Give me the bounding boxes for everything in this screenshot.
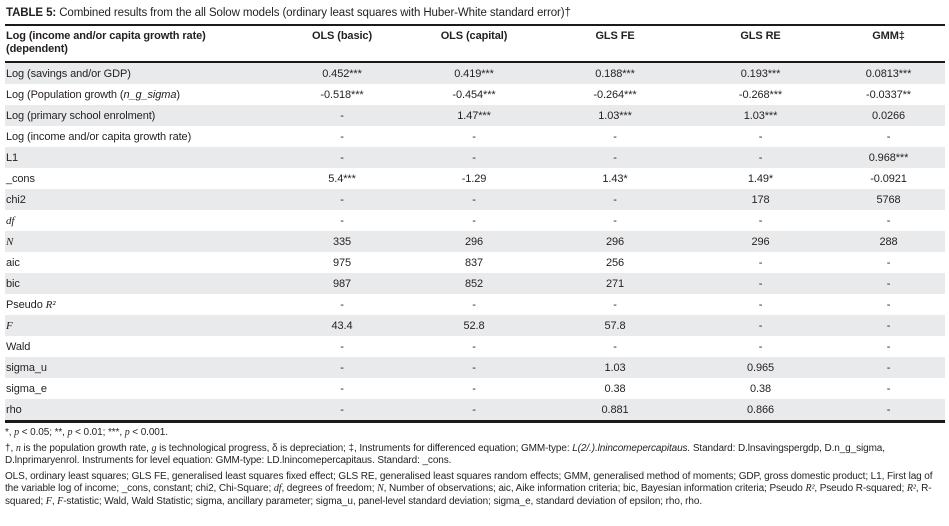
value-cell: - xyxy=(472,361,476,374)
table-row xyxy=(5,231,945,252)
row-label xyxy=(5,189,277,210)
text-segment: R² xyxy=(906,483,916,494)
table-row xyxy=(5,210,945,231)
text-segment: F xyxy=(6,319,13,332)
value-cell: - xyxy=(613,340,617,353)
value-cell: 296 xyxy=(464,235,484,248)
value-cell: - xyxy=(613,298,617,311)
text-segment: < 0.05; **, xyxy=(19,427,68,438)
value-cell: - xyxy=(472,151,476,164)
row-label xyxy=(5,273,277,294)
row-label xyxy=(5,336,277,357)
row-label xyxy=(5,168,277,189)
text-segment: , Number of observations; aic, Aike information criteria; bic, Bayesian information criteria; Pseudo xyxy=(383,483,806,494)
value-cell: 0.38 xyxy=(604,382,626,395)
row-label xyxy=(5,294,277,315)
value-cell: - xyxy=(758,151,763,164)
column-header-gls-re: GLS RE xyxy=(689,26,832,62)
column-header-dependent xyxy=(5,26,277,62)
text-segment: Wald xyxy=(6,340,31,353)
table-row xyxy=(5,189,945,210)
text-segment: -statistic; Wald, Wald Statistic; sigma, ancillary parameter; sigma_u, panel-level standard deviation; sigma_e, standard deviation of epsilon; rho, rho. xyxy=(63,495,703,507)
text-segment: Pseudo xyxy=(6,298,46,311)
column-header-gls-fe: GLS FE xyxy=(541,26,689,62)
value-cell: 0.866 xyxy=(746,403,775,416)
value-cell: - xyxy=(613,130,617,143)
dependent-label-line2: (dependent) xyxy=(6,43,68,55)
value-cell: 0.452*** xyxy=(322,67,362,80)
row-label xyxy=(5,62,277,84)
text-segment: , xyxy=(51,495,58,507)
header-row xyxy=(5,26,945,62)
table-row xyxy=(5,126,945,147)
table-row xyxy=(5,168,945,189)
value-cell: - xyxy=(613,214,617,227)
value-cell: 57.8 xyxy=(604,319,626,332)
value-cell: 0.881 xyxy=(601,403,629,416)
row-label xyxy=(5,147,277,168)
value-cell: 296 xyxy=(751,235,770,248)
value-cell: - xyxy=(472,193,476,206)
row-label xyxy=(5,105,277,126)
text-segment: p xyxy=(124,427,130,438)
value-cell: - xyxy=(340,151,344,164)
value-cell: 256 xyxy=(605,256,625,269)
value-cell: - xyxy=(758,298,763,311)
table-caption-text: Combined results from the all Solow models (ordinary least squares with Huber-White standard error)† xyxy=(56,7,571,19)
value-cell: - xyxy=(472,298,476,311)
row-label xyxy=(5,315,277,336)
value-cell: - xyxy=(472,214,476,227)
value-cell: - xyxy=(340,403,344,416)
text-segment: rho xyxy=(6,403,22,416)
text-segment: p xyxy=(67,427,73,438)
column-header-gmm: GMM‡ xyxy=(832,26,945,62)
footnote-significance xyxy=(5,427,945,440)
text-segment: is technological progress, δ is depreciation; ‡, Instruments for differenced equation; GMM-type: xyxy=(156,442,573,454)
value-cell: - xyxy=(472,403,476,416)
value-cell: 1.47*** xyxy=(457,109,491,122)
text-segment: ) xyxy=(176,88,180,101)
table-caption-label: TABLE 5: xyxy=(6,7,57,19)
value-cell: - xyxy=(340,340,344,353)
table-row xyxy=(5,336,945,357)
text-segment: Log (income and/or capita growth rate) xyxy=(6,130,192,143)
text-segment: sigma_e xyxy=(6,382,47,395)
text-segment: R² xyxy=(45,298,56,311)
text-segment: N xyxy=(377,483,384,494)
table-row xyxy=(5,147,945,168)
table-header xyxy=(5,26,945,62)
table-row xyxy=(5,294,945,315)
table-row xyxy=(5,399,945,422)
table-row xyxy=(5,378,945,399)
value-cell: -0.518*** xyxy=(320,88,364,101)
value-cell: - xyxy=(886,403,891,416)
text-segment: sigma_u xyxy=(6,361,47,374)
text-segment: < 0.01; ***, xyxy=(72,427,125,438)
footnote-dagger-instruments xyxy=(5,443,945,468)
row-label xyxy=(5,231,277,252)
row-label xyxy=(5,399,277,422)
value-cell: - xyxy=(472,382,476,395)
value-cell: - xyxy=(886,340,891,353)
value-cell: - xyxy=(340,298,344,311)
value-cell: - xyxy=(340,130,344,143)
value-cell: 52.8 xyxy=(463,319,485,332)
value-cell: 296 xyxy=(605,235,625,248)
text-segment: aic xyxy=(6,256,20,269)
value-cell: - xyxy=(758,130,763,143)
value-cell: 1.03 xyxy=(604,361,626,374)
value-cell: 178 xyxy=(751,193,770,206)
value-cell: - xyxy=(340,214,344,227)
text-segment: OLS, ordinary least squares; GLS FE, generalised least squares fixed effect; GLS RE, generalised least squares random effects; GMM, generalised method of moments; GDP, gross domestic product; L1, First lag of the variable log of income; _cons, constant; chi2, Chi-Square; xyxy=(5,470,933,494)
value-cell: -1.29 xyxy=(461,172,487,185)
text-segment: g xyxy=(151,442,157,454)
value-cell: 271 xyxy=(605,277,625,290)
value-cell: -0.0921 xyxy=(870,172,907,185)
value-cell: - xyxy=(758,319,763,332)
text-segment: df xyxy=(6,214,15,227)
value-cell: 5768 xyxy=(876,193,901,206)
value-cell: - xyxy=(886,214,891,227)
value-cell: 975 xyxy=(332,256,352,269)
text-segment: p xyxy=(14,427,20,438)
value-cell: 1.03*** xyxy=(743,109,778,122)
table-caption xyxy=(5,5,945,26)
value-cell: - xyxy=(613,193,617,206)
value-cell: 1.49* xyxy=(747,172,774,185)
value-cell: - xyxy=(886,277,891,290)
value-cell: - xyxy=(758,256,763,269)
value-cell: - xyxy=(340,193,344,206)
row-label xyxy=(5,126,277,147)
text-segment: df xyxy=(273,483,282,494)
value-cell: 335 xyxy=(332,235,352,248)
value-cell: - xyxy=(886,361,891,374)
table-row xyxy=(5,62,945,84)
text-segment: n_g_sigma xyxy=(123,88,177,101)
table-body xyxy=(5,62,945,422)
text-segment: Log (primary school enrolment) xyxy=(6,109,156,122)
text-segment: , Pseudo R-squared; xyxy=(814,483,907,494)
value-cell: 0.38 xyxy=(749,382,771,395)
value-cell: 0.968*** xyxy=(868,151,909,164)
table-row xyxy=(5,357,945,378)
text-segment: Standard: D.lnsavingspergdp, D.n_g_sigma, D.lnprimaryenrol. Instruments for level equation: GMM-type: LD.lnincomepercapitaus. Standard: _cons. xyxy=(5,442,885,466)
value-cell: -0.268*** xyxy=(738,88,783,101)
column-header-ols-capital: OLS (capital) xyxy=(407,26,541,62)
value-cell: 987 xyxy=(332,277,352,290)
value-cell: 43.4 xyxy=(331,319,353,332)
table-row xyxy=(5,105,945,126)
row-label xyxy=(5,357,277,378)
value-cell: 1.43* xyxy=(602,172,628,185)
text-segment: , degrees of freedom; xyxy=(281,483,378,494)
footnotes-block xyxy=(5,423,945,508)
text-segment: F xyxy=(45,495,52,507)
value-cell: - xyxy=(340,382,344,395)
text-segment: _cons xyxy=(6,172,35,185)
value-cell: 837 xyxy=(464,256,484,269)
row-label xyxy=(5,84,277,105)
row-label xyxy=(5,252,277,273)
row-label xyxy=(5,378,277,399)
value-cell: -0.454*** xyxy=(452,88,496,101)
value-cell: -0.264*** xyxy=(593,88,637,101)
text-segment: Log (savings and/or GDP) xyxy=(6,67,131,80)
value-cell: 0.0266 xyxy=(871,109,906,122)
value-cell: 852 xyxy=(464,277,484,290)
text-segment: F xyxy=(57,495,64,507)
table-row xyxy=(5,273,945,294)
value-cell: - xyxy=(472,340,476,353)
table-row xyxy=(5,315,945,336)
value-cell: 0.193*** xyxy=(740,67,781,80)
value-cell: 0.419*** xyxy=(454,67,494,80)
value-cell: 1.03*** xyxy=(598,109,632,122)
text-segment: , R-squared; xyxy=(5,483,932,507)
value-cell: - xyxy=(758,277,763,290)
text-segment: Log (Population growth ( xyxy=(6,88,124,101)
dependent-label-line1: Log (income and/or capita growth rate) xyxy=(6,30,206,42)
value-cell: - xyxy=(340,109,344,122)
text-segment: *, xyxy=(5,427,15,438)
footnote-abbreviations xyxy=(5,471,945,509)
text-segment: N xyxy=(6,235,14,248)
value-cell: -0.0337** xyxy=(866,88,911,101)
text-segment: †, xyxy=(5,442,16,454)
value-cell: - xyxy=(472,130,476,143)
column-header-ols-basic: OLS (basic) xyxy=(277,26,407,62)
value-cell: - xyxy=(886,319,891,332)
value-cell: 288 xyxy=(879,235,898,248)
value-cell: - xyxy=(613,151,617,164)
text-segment: L(2/.).lnincomepercapitaus. xyxy=(572,442,691,454)
value-cell: 0.188*** xyxy=(595,67,635,80)
value-cell: - xyxy=(340,361,344,374)
value-cell: - xyxy=(886,298,891,311)
table-row xyxy=(5,252,945,273)
value-cell: - xyxy=(886,256,891,269)
text-segment: n xyxy=(15,442,21,454)
row-label xyxy=(5,210,277,231)
value-cell: 0.965 xyxy=(746,361,775,374)
text-segment: < 0.001. xyxy=(129,427,168,438)
text-segment: L1 xyxy=(6,151,19,164)
text-segment: is the population growth rate, xyxy=(20,442,152,454)
value-cell: 5.4*** xyxy=(328,172,356,185)
text-segment: R² xyxy=(805,483,815,494)
value-cell: - xyxy=(758,214,763,227)
value-cell: - xyxy=(886,130,891,143)
results-table xyxy=(5,26,945,423)
text-segment: chi2 xyxy=(6,193,26,206)
value-cell: - xyxy=(758,340,763,353)
value-cell: 0.0813*** xyxy=(865,67,912,80)
value-cell: - xyxy=(886,382,891,395)
table-row xyxy=(5,84,945,105)
text-segment: bic xyxy=(6,277,20,290)
